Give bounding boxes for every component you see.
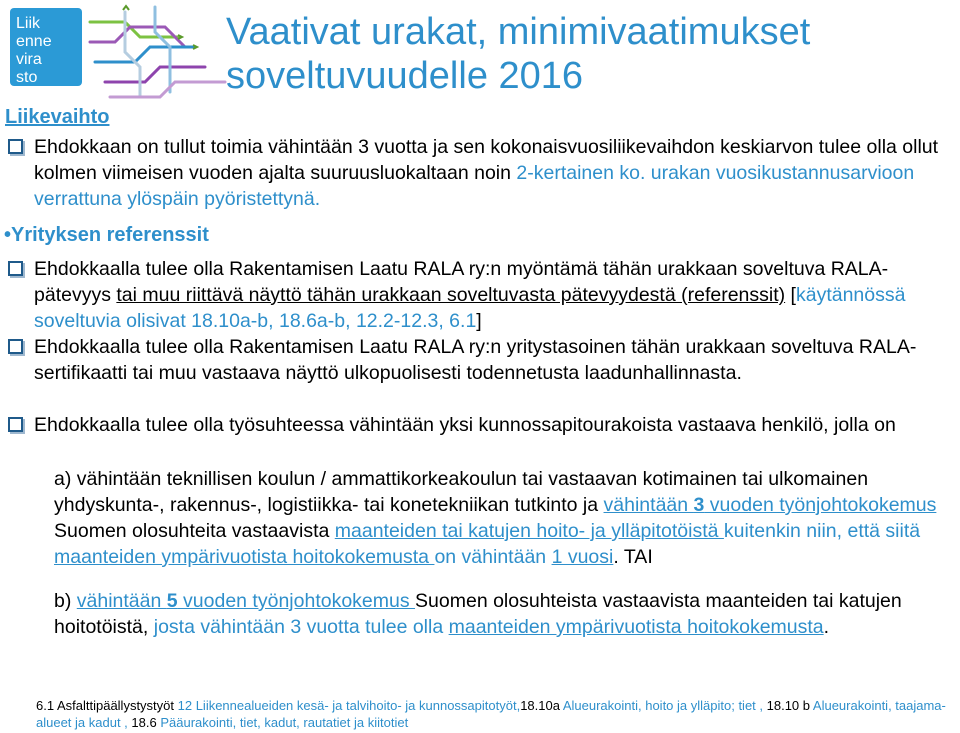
requirement-item: [34, 412, 954, 438]
sub-b-part: vähintään: [76, 590, 167, 612]
sub-a-highlight: [604, 494, 937, 516]
title-line-1: Vaativat urakat, minimivaatimukset: [226, 11, 811, 53]
liikennevirasto-logo: [10, 8, 82, 86]
requirement-underlined: tai muu riittävä näyttö tähän urakkaan soveltuvasta pätevyydestä (referenssit): [116, 284, 786, 306]
checkbox-bullet-icon: [8, 339, 23, 354]
footer-text: 18.10 b: [766, 698, 813, 713]
footer-note: [36, 697, 956, 731]
sub-b-text-1: b): [54, 590, 77, 612]
sub-a-highlight-5: on vähintään: [434, 546, 552, 568]
sub-a-years: 3: [693, 494, 705, 516]
sub-b-highlight: [77, 590, 415, 612]
sub-a-text-3: . TAI: [613, 546, 653, 568]
checkbox-bullet-icon: [8, 139, 23, 154]
requirement-text: Ehdokkaalla tulee olla Rakentamisen Laatu RALA ry:n yritystasoinen tähän urakkaan soveltuva RALA-sertifikaatti tai muu vastaava näyttö ulkopuolisesti todennetusta laadunhallinnasta.: [34, 336, 917, 384]
requirement-text: Ehdokkaalla tulee olla työsuhteessa vähintään yksi kunnossapitourakoista vastaava henkilö, jolla on: [34, 414, 896, 436]
logo-line-4: sto: [16, 69, 38, 86]
footer-highlight: Pääurakointi, tiet, kadut, rautatiet ja kiitotiet: [160, 715, 409, 730]
bracket-close: ]: [476, 310, 482, 332]
sub-b-text-3: .: [823, 616, 830, 638]
requirement-highlight: 2-kertainen ko. urakan vuosikustannusarvioon verrattuna ylöspäin pyöristettynä.: [34, 162, 915, 210]
checkbox-bullet-icon: [8, 261, 23, 276]
sub-b-highlight-3: maanteiden ympärivuotista hoitokokemusta: [448, 616, 824, 638]
sub-a-highlight-4: maanteiden ympärivuotista hoitokokemusta: [54, 546, 435, 568]
sub-a-highlight-2: maanteiden tai katujen hoito- ja ylläpitotöistä: [334, 520, 724, 542]
sub-b-highlight-2: josta vähintään 3 vuotta tulee olla: [153, 616, 449, 638]
sub-b-text-2: Suomen olosuhteista vastaavista maanteiden tai katujen hoitotöistä,: [54, 590, 902, 638]
sub-b-part: vuoden työnjohtokokemus: [177, 590, 416, 612]
sub-b-years: 5: [166, 590, 178, 612]
logo-line-2: enne: [16, 33, 52, 50]
requirement-text: Ehdokkaan on tullut toimia vähintään 3 vuotta ja sen kokonaisvuosiliikevaihdon keskiarvon tulee olla ollut kolmen viimeisen vuoden ajalta suuruusluokaltaan noin: [34, 136, 939, 184]
footer-text: 6.1 Asfalttipäällystystyöt: [36, 698, 178, 713]
logo-line-3: vira: [16, 51, 42, 68]
section-heading-liikevaihto: Liikevaihto: [5, 106, 110, 128]
decorative-route-graphic: [85, 2, 235, 102]
sub-a-highlight-6: 1 vuosi: [551, 546, 614, 568]
logo-line-1: Liik: [16, 15, 41, 32]
requirement-highlight: käytännössä soveltuvia olisivat 18.10a-b, 18.6a-b, 12.2-12.3, 6.1: [34, 284, 906, 332]
footer-text: 18.10a: [520, 698, 563, 713]
requirement-text: Ehdokkaalla tulee olla Rakentamisen Laatu RALA ry:n myöntämä tähän urakkaan soveltuva RALA-pätevyys: [34, 258, 889, 306]
sub-requirement-a: [54, 466, 954, 570]
sub-requirement-b: [54, 588, 954, 640]
footer-highlight: Alueurakointi, taajama-alueet ja kadut ,: [36, 698, 946, 730]
sub-a-highlight-3: kuitenkin niin, että siitä: [723, 520, 921, 542]
sub-a-text-1: a) vähintään teknillisen koulun / ammattikorkeakoulun tai vastaavan kotimainen tai ulkomainen yhdyskunta-, rakennus-, logistiikka- tai konetekniikan tutkinto ja: [54, 468, 869, 516]
footer-highlight: 12 Liikennealueiden kesä- ja talvihoito- ja kunnossapitotyöt,: [177, 698, 521, 713]
checkbox-bullet-icon: [8, 417, 23, 432]
sub-a-part: vuoden työnjohtokokemus: [704, 494, 937, 516]
requirement-item: [34, 334, 954, 386]
footer-text: 18.6: [131, 715, 161, 730]
bracket-open: [: [785, 284, 796, 306]
title-line-2: soveltuvuudelle 2016: [226, 55, 584, 97]
footer-highlight: Alueurakointi, hoito ja ylläpito; tiet ,: [562, 698, 767, 713]
sub-a-part: vähintään: [603, 494, 694, 516]
requirement-item: [34, 256, 958, 334]
section-heading-referenssit: •Yrityksen referenssit: [4, 224, 209, 246]
requirement-item: [34, 134, 954, 212]
sub-a-text-2: Suomen olosuhteita vastaavista: [54, 520, 335, 542]
page-title: [226, 10, 926, 98]
